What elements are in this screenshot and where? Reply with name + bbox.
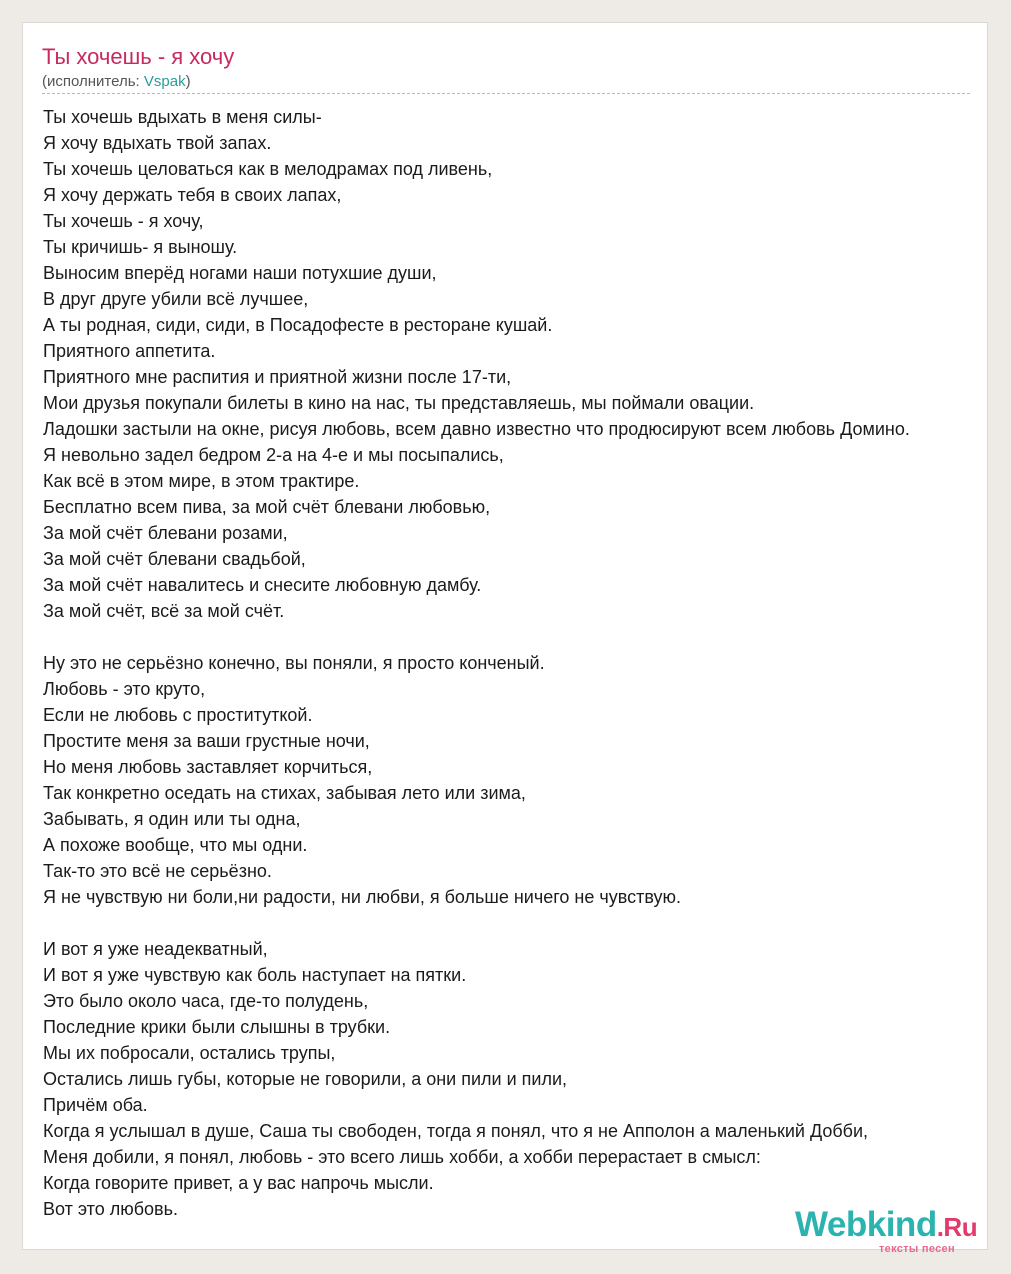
lyric-line: Остались лишь губы, которые не говорили, а они пили и пили,	[43, 1069, 568, 1089]
lyric-line: Я невольно задел бедром 2-а на 4-е и мы посыпались,	[43, 445, 504, 465]
lyric-line: А ты родная, сиди, сиди, в Посадофесте в ресторане кушай.	[43, 315, 553, 335]
artist-prefix: (исполнитель:	[42, 73, 144, 90]
lyric-line: Мы их побросали, остались трупы,	[43, 1043, 336, 1063]
lyric-line: Забывать, я один или ты одна,	[43, 809, 301, 829]
dashed-divider	[42, 93, 970, 94]
logo-wordmark	[795, 1205, 977, 1247]
lyric-line: За мой счёт, всё за мой счёт.	[43, 601, 285, 621]
lyric-line: Приятного мне распития и приятной жизни после 17-ти,	[43, 367, 512, 387]
lyric-line: Так конкретно оседать на стихах, забывая лето или зима,	[43, 783, 526, 803]
lyric-line: Последние крики были слышны в трубки.	[43, 1017, 391, 1037]
lyric-line: И вот я уже неадекватный,	[43, 939, 268, 959]
lyrics-text	[43, 104, 910, 1222]
lyric-line: За мой счёт блевани свадьбой,	[43, 549, 306, 569]
lyric-line: И вот я уже чувствую как боль наступает на пятки.	[43, 965, 467, 985]
artist-line	[42, 73, 191, 91]
logo-subtitle: тексты песен	[879, 1243, 955, 1255]
lyric-line: Я хочу держать тебя в своих лапах,	[43, 185, 342, 205]
lyric-line: Ты кричишь- я выношу.	[43, 237, 238, 257]
lyric-line: Любовь - это круто,	[43, 679, 206, 699]
lyric-line: Причём оба.	[43, 1095, 148, 1115]
lyric-line: Когда я услышал в душе, Саша ты свободен, тогда я понял, что я не Апполон а маленький Добби,	[43, 1121, 869, 1141]
lyric-line: Меня добили, я понял, любовь - это всего лишь хобби, а хобби перерастает в смысл:	[43, 1147, 761, 1167]
lyric-line: Но меня любовь заставляет корчиться,	[43, 757, 373, 777]
lyric-line: Я не чувствую ни боли,ни радости, ни любви, я больше ничего не чувствую.	[43, 887, 682, 907]
lyric-line: Так-то это всё не серьёзно.	[43, 861, 272, 881]
logo-tld: .Ru	[936, 1212, 978, 1242]
lyric-line: Простите меня за ваши грустные ночи,	[43, 731, 370, 751]
lyric-line: Вот это любовь.	[43, 1199, 178, 1219]
artist-link[interactable]: Vspak	[143, 73, 186, 90]
lyric-line: Ты хочешь вдыхать в меня силы-	[43, 107, 322, 127]
webkind-logo[interactable]	[795, 1205, 995, 1255]
lyric-line: Как всё в этом мире, в этом трактире.	[43, 471, 360, 491]
lyric-line: Выносим вперёд ногами наши потухшие души,	[43, 263, 437, 283]
verse-2	[43, 650, 910, 910]
song-title: Ты хочешь - я хочу	[42, 44, 235, 69]
lyric-line: А похоже вообще, что мы одни.	[43, 835, 308, 855]
logo-main-text: Webkind	[795, 1205, 937, 1244]
verse-gap	[43, 910, 910, 936]
lyric-line: Это было около часа, где-то полудень,	[43, 991, 369, 1011]
lyric-line: В друг друге убили всё лучшее,	[43, 289, 309, 309]
artist-suffix: )	[185, 73, 191, 90]
verse-gap	[43, 624, 910, 650]
lyric-line: Ну это не серьёзно конечно, вы поняли, я просто конченый.	[43, 653, 545, 673]
lyric-line: Приятного аппетита.	[43, 341, 216, 361]
lyric-line: За мой счёт навалитесь и снесите любовную дамбу.	[43, 575, 482, 595]
lyric-line: Ладошки застыли на окне, рисуя любовь, всем давно известно что продюсируют всем любовь Домино.	[43, 419, 910, 439]
verse-3	[43, 936, 910, 1222]
lyric-line: Ты хочешь целоваться как в мелодрамах под ливень,	[43, 159, 493, 179]
lyric-line: Бесплатно всем пива, за мой счёт блевани любовью,	[43, 497, 491, 517]
lyric-line: За мой счёт блевани розами,	[43, 523, 288, 543]
lyric-line: Я хочу вдыхать твой запах.	[43, 133, 272, 153]
lyrics-card	[22, 22, 988, 1255]
lyric-line: Ты хочешь - я хочу,	[43, 211, 204, 231]
verse-1	[43, 104, 910, 624]
lyric-line: Мои друзья покупали билеты в кино на нас, ты представляешь, мы поймали овации.	[43, 393, 755, 413]
lyric-line: Когда говорите привет, а у вас напрочь мысли.	[43, 1173, 434, 1193]
lyric-line: Если не любовь с проституткой.	[43, 705, 313, 725]
